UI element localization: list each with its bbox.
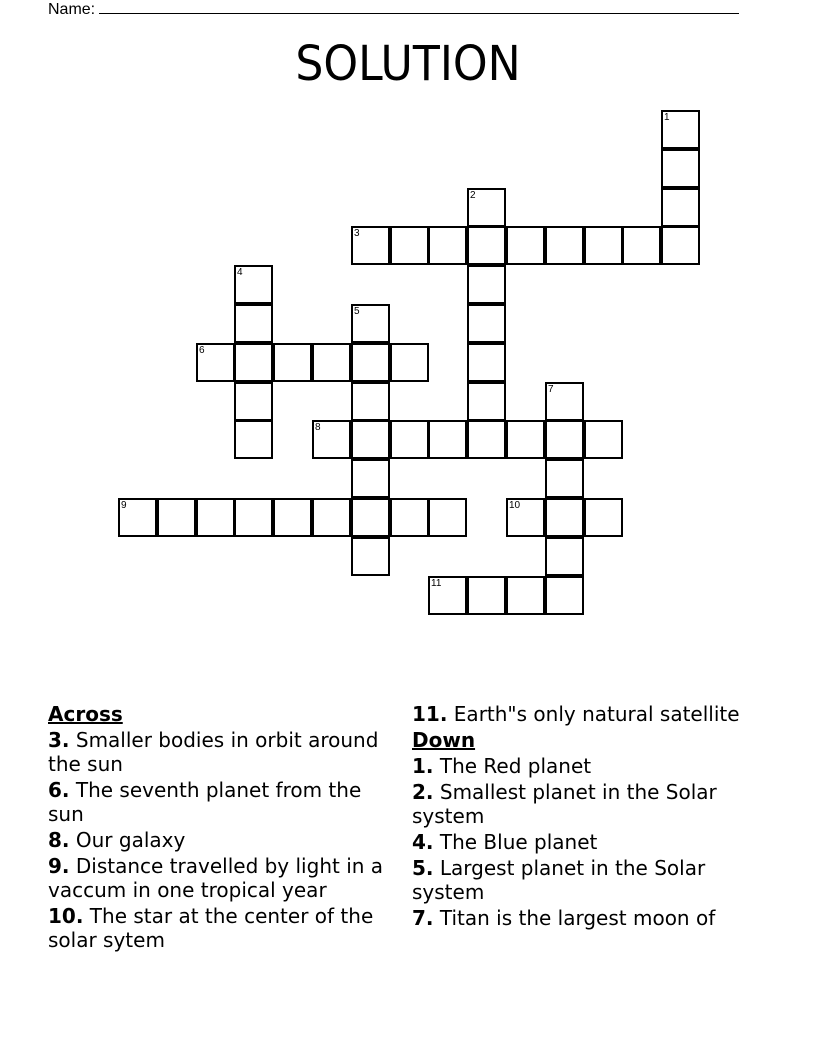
clue-across-10 — [48, 904, 398, 952]
crossword-cell[interactable] — [428, 420, 467, 459]
clue-number-label: 1 — [664, 112, 670, 123]
crossword-cell[interactable] — [428, 226, 467, 265]
crossword-cell[interactable] — [545, 537, 584, 576]
clue-down-2 — [412, 780, 762, 828]
crossword-cell[interactable] — [390, 226, 429, 265]
clue-number-label: 8 — [315, 422, 321, 433]
clue-number: 8. — [48, 828, 70, 852]
page-title: SOLUTION — [295, 36, 521, 92]
crossword-cell[interactable] — [661, 226, 700, 265]
crossword-cell[interactable] — [312, 343, 351, 382]
crossword-cell[interactable] — [428, 498, 467, 537]
crossword-cell[interactable] — [506, 576, 545, 615]
crossword-cell[interactable] — [545, 420, 584, 459]
clue-number: 9. — [48, 854, 70, 878]
clue-across-8 — [48, 828, 398, 852]
clue-across-6 — [48, 778, 398, 826]
clue-down-1 — [412, 754, 762, 778]
crossword-cell[interactable] — [584, 498, 623, 537]
crossword-cell[interactable] — [467, 343, 506, 382]
clue-text: Smallest planet in the Solar system — [412, 780, 717, 828]
clue-down-4 — [412, 830, 762, 854]
name-label: Name: — [48, 1, 96, 18]
crossword-cell[interactable] — [545, 576, 584, 615]
clue-across-9 — [48, 854, 398, 902]
clue-number: 11. — [412, 702, 448, 726]
crossword-cell[interactable] — [467, 420, 506, 459]
clue-text: The seventh planet from the sun — [48, 778, 362, 826]
crossword-cell[interactable] — [351, 343, 390, 382]
crossword-cell[interactable] — [506, 420, 545, 459]
clue-number: 10. — [48, 904, 84, 928]
clue-number-label: 4 — [237, 267, 243, 278]
crossword-cell[interactable] — [545, 226, 584, 265]
crossword-cell[interactable] — [273, 343, 312, 382]
crossword-cell[interactable] — [234, 420, 273, 459]
clue-number-label: 10 — [509, 500, 521, 511]
clue-number-label: 2 — [470, 190, 476, 201]
clue-text: Titan is the largest moon of — [439, 906, 716, 930]
crossword-cell[interactable] — [390, 420, 429, 459]
crossword-cell[interactable] — [622, 226, 661, 265]
crossword-cell[interactable] — [234, 343, 273, 382]
crossword-cell[interactable] — [234, 382, 273, 421]
clue-number-label: 5 — [354, 306, 360, 317]
crossword-cell[interactable] — [312, 498, 351, 537]
crossword-cell[interactable] — [467, 304, 506, 343]
clue-number-label: 7 — [548, 384, 554, 395]
across-clues — [48, 702, 398, 954]
clue-number: 4. — [412, 830, 434, 854]
clue-text: Distance travelled by light in a vaccum in one tropical year — [48, 854, 384, 902]
crossword-cell[interactable] — [467, 265, 506, 304]
crossword-cell[interactable] — [584, 420, 623, 459]
crossword-cell[interactable] — [661, 149, 700, 188]
crossword-cell[interactable] — [506, 226, 545, 265]
clue-across-11 — [412, 702, 762, 726]
clue-number: 7. — [412, 906, 434, 930]
clue-number-label: 11 — [431, 578, 442, 589]
crossword-cell[interactable] — [234, 304, 273, 343]
clue-down-7 — [412, 906, 762, 930]
clue-text: Largest planet in the Solar system — [412, 856, 706, 904]
crossword-cell[interactable] — [273, 498, 312, 537]
clue-text: The Red planet — [439, 754, 592, 778]
clue-number: 6. — [48, 778, 70, 802]
clue-number-label: 9 — [121, 500, 127, 511]
clue-down-5 — [412, 856, 762, 904]
crossword-cell[interactable] — [351, 498, 390, 537]
clue-number: 1. — [412, 754, 434, 778]
clue-text: The star at the center of the solar sytem — [48, 904, 374, 952]
crossword-cell[interactable] — [157, 498, 196, 537]
clue-number-label: 6 — [199, 345, 205, 356]
clue-number: 5. — [412, 856, 434, 880]
clue-number: 3. — [48, 728, 70, 752]
clue-number: 2. — [412, 780, 434, 804]
clue-number-label: 3 — [354, 228, 360, 239]
crossword-cell[interactable] — [661, 188, 700, 227]
crossword-cell[interactable] — [351, 382, 390, 421]
clue-text: Smaller bodies in orbit around the sun — [48, 728, 379, 776]
crossword-cell[interactable] — [351, 537, 390, 576]
crossword-cell[interactable] — [584, 226, 623, 265]
down-heading: Down — [412, 728, 476, 752]
crossword-cell[interactable] — [351, 459, 390, 498]
across-heading: Across — [48, 702, 123, 726]
crossword-cell[interactable] — [234, 498, 273, 537]
crossword-cell[interactable] — [390, 343, 429, 382]
right-clues — [412, 702, 762, 932]
crossword-cell[interactable] — [545, 498, 584, 537]
clue-across-3 — [48, 728, 398, 776]
clue-text: The Blue planet — [439, 830, 598, 854]
crossword-cell[interactable] — [196, 498, 235, 537]
crossword-cell[interactable] — [467, 226, 506, 265]
crossword-cell[interactable] — [390, 498, 429, 537]
clue-text: Earth"s only natural satellite — [453, 702, 740, 726]
crossword-cell[interactable] — [467, 576, 506, 615]
crossword-cell[interactable] — [467, 382, 506, 421]
crossword-cell[interactable] — [545, 459, 584, 498]
crossword-cell[interactable] — [351, 420, 390, 459]
clue-text: Our galaxy — [75, 828, 186, 852]
